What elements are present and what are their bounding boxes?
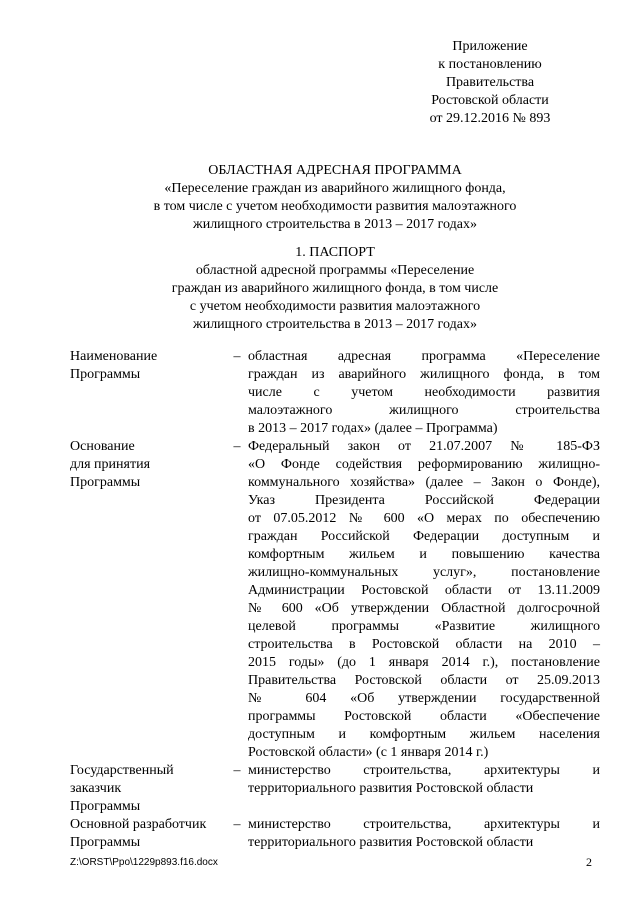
row-value xyxy=(248,816,600,852)
row-value-line: территориального развития Ростовской области xyxy=(248,781,534,796)
row-value xyxy=(248,762,600,816)
title-line: «Переселение граждан из аварийного жилищного фонда, xyxy=(164,181,506,196)
row-dash: – xyxy=(233,349,241,364)
appendix-block xyxy=(400,38,580,128)
row-label xyxy=(70,438,226,762)
row-value-line: комфортным жильем и повышению качества xyxy=(248,547,600,562)
row-value-line: доступным и комфортным жильем населения xyxy=(248,727,600,742)
passport-row xyxy=(70,438,600,762)
title-line: жилищного строительства в 2013 – 2017 годах» xyxy=(193,217,477,232)
page-number: 2 xyxy=(586,855,592,869)
row-value xyxy=(248,438,600,762)
row-value-line: целевой программы «Развитие жилищного xyxy=(248,619,600,634)
row-label xyxy=(70,348,226,438)
row-value-line: программы Ростовской области «Обеспечение xyxy=(248,709,600,724)
passport-line: жилищного строительства в 2013 – 2017 годах» xyxy=(193,317,477,332)
passport-table xyxy=(70,348,600,852)
row-value xyxy=(248,348,600,438)
passport-row xyxy=(70,816,600,852)
passport-row xyxy=(70,762,600,816)
row-value-line: «О Фонде содействия реформированию жилищно- xyxy=(248,457,600,472)
row-value-line: областная адресная программа «Переселение xyxy=(248,349,600,364)
row-value-line: от 07.05.2012 № 600 «О мерах по обеспечению xyxy=(248,511,600,526)
row-value-line: в 2013 – 2017 годах» (далее – Программа) xyxy=(248,421,498,436)
appendix-line: Правительства xyxy=(445,75,535,90)
row-label-line: Государственный xyxy=(70,763,174,778)
row-value-line: № 600 «Об утверждении Областной долгосрочной xyxy=(248,601,600,616)
row-value-line: Указ Президента Российской Федерации xyxy=(248,493,600,508)
passport-line: областной адресной программы «Переселение xyxy=(195,263,475,278)
row-label xyxy=(70,816,226,852)
row-dash: – xyxy=(233,763,241,778)
row-label-line: Программы xyxy=(70,367,141,382)
row-value-line: жилищно-коммунальных услуг», постановление xyxy=(248,565,600,580)
row-value-line: министерство строительства, архитектуры и xyxy=(248,817,600,832)
row-value-line: министерство строительства, архитектуры и xyxy=(248,763,600,778)
row-label-line: Наименование xyxy=(70,349,158,364)
row-value-line: строительства в Ростовской области на 2010 – xyxy=(248,637,600,652)
title-line: в том числе с учетом необходимости развития малоэтажного xyxy=(153,199,517,214)
row-value-line: Администрации Ростовской области от 13.11.2009 xyxy=(248,583,600,598)
row-label-line: для принятия xyxy=(70,457,151,472)
row-label-line: Основание xyxy=(70,439,135,454)
row-value-line: коммунального хозяйства» (далее – Закон о Фонде), xyxy=(248,475,600,490)
row-label-line: заказчик xyxy=(70,781,122,796)
row-dash: – xyxy=(233,439,241,454)
row-value-line: 2015 годы» (до 1 января 2014 г.), постановление xyxy=(248,655,600,670)
appendix-line: к постановлению xyxy=(438,57,542,72)
title-line: ОБЛАСТНАЯ АДРЕСНАЯ ПРОГРАММА xyxy=(208,163,462,178)
passport-line: с учетом необходимости развития малоэтажного xyxy=(189,299,481,314)
appendix-line: Ростовской области xyxy=(431,93,549,108)
row-value-line: малоэтажного жилищного строительства xyxy=(248,403,600,418)
row-label-line: Программы xyxy=(70,475,141,490)
appendix-line: Приложение xyxy=(452,39,528,54)
row-value-line: № 604 «Об утверждении государственной xyxy=(248,691,600,706)
passport-row xyxy=(70,348,600,438)
program-title xyxy=(70,162,600,234)
row-value-line: граждан из аварийного жилищного фонда, в том xyxy=(248,367,600,382)
row-label-line: Программы xyxy=(70,835,141,850)
appendix-line: от 29.12.2016 № 893 xyxy=(429,111,551,126)
row-label xyxy=(70,762,226,816)
row-label-line: Программы xyxy=(70,799,141,814)
passport-heading xyxy=(70,244,600,334)
row-value-line: Федеральный закон от 21.07.2007 № 185-ФЗ xyxy=(248,439,600,454)
row-value-line: территориального развития Ростовской области xyxy=(248,835,534,850)
row-value-line: граждан Российской Федерации доступным и xyxy=(248,529,600,544)
row-value-line: числе с учетом необходимости развития xyxy=(248,385,600,400)
passport-line: граждан из аварийного жилищного фонда, в том числе xyxy=(171,281,499,296)
row-value-line: Правительства Ростовской области от 25.09.2013 xyxy=(248,673,600,688)
row-value-line: Ростовской области» (с 1 января 2014 г.) xyxy=(248,745,489,760)
footer-file-path: Z:\ORST\Ppo\1229p893.f16.docx xyxy=(70,857,218,868)
row-dash: – xyxy=(233,817,241,832)
row-label-line: Основной разработчик xyxy=(70,817,207,832)
passport-line: 1. ПАСПОРТ xyxy=(295,245,375,260)
